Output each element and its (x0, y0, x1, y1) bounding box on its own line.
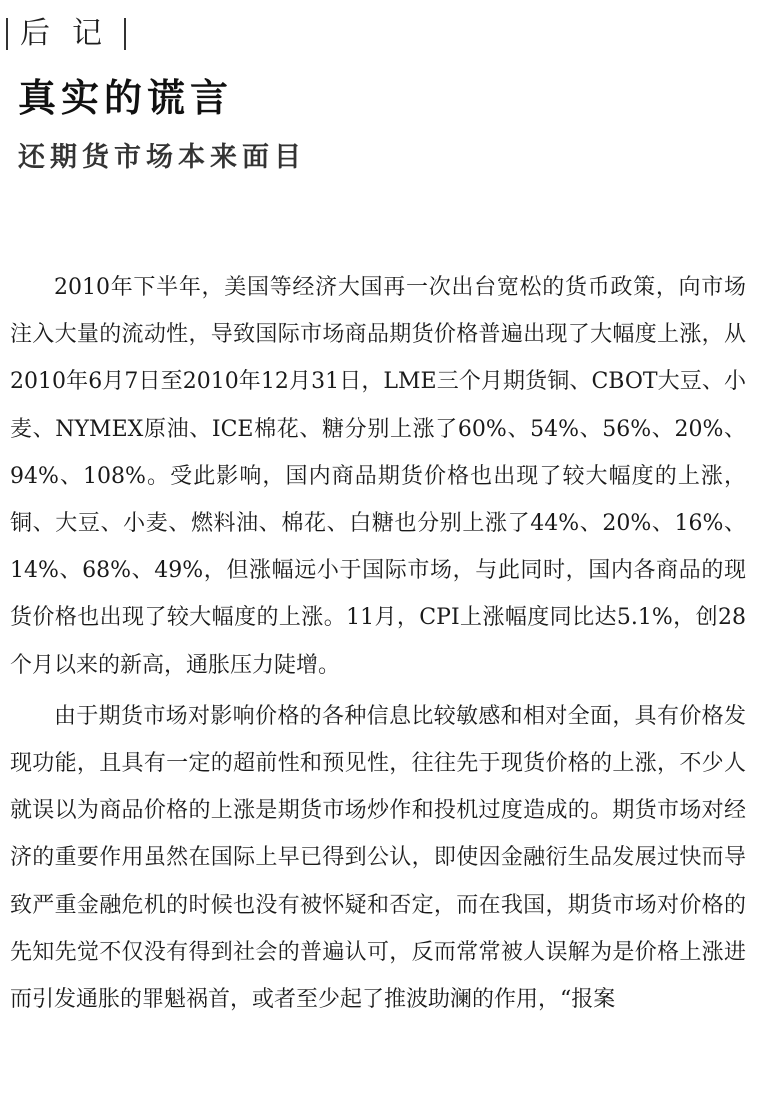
chapter-title: 真实的谎言 (18, 76, 234, 120)
chapter-subtitle: 还期货市场本来面目 (18, 142, 306, 173)
section-label (6, 14, 126, 54)
body-text (10, 264, 746, 1023)
section-label-text: 后记 (20, 16, 124, 51)
paragraph-1: 2010年下半年，美国等经济大国再一次出台宽松的货币政策，向市场注入大量的流动性，导致国际市场商品期货价格普遍出现了大幅度上涨，从2010年6月7日至2010年12月31日，LME三个月期货铜、CBOT大豆、小麦、NYMEX原油、ICE棉花、糖分别上涨了60%、54%、56%、20%、94%、108%。受此影响，国内商品期货价格也出现了较大幅度的上涨，铜、大豆、小麦、燃料油、棉花、白糖也分别上涨了44%、20%、16%、14%、68%、49%，但涨幅远小于国际市场，与此同时，国内各商品的现货价格也出现了较大幅度的上涨。11月，CPI上涨幅度同比达5.1%，创28个月以来的新高，通胀压力陡增。 (10, 275, 746, 678)
paragraph-2: 由于期货市场对影响价格的各种信息比较敏感和相对全面，具有价格发现功能，且具有一定的超前性和预见性，往往先于现货价格的上涨，不少人就误以为商品价格的上涨是期货市场炒作和投机过度造成的。期货市场对经济的重要作用虽然在国际上早已得到公认，即使因金融衍生品发展过快而导致严重金融危机的时候也没有被怀疑和否定，而在我国，期货市场对价格的先知先觉不仅没有得到社会的普遍认可，反而常常被人误解为是价格上涨进而引发通胀的罪魁祸首，或者至少起了推波助澜的作用，“报案 (10, 703, 746, 1013)
section-label-right-bar (124, 18, 126, 50)
